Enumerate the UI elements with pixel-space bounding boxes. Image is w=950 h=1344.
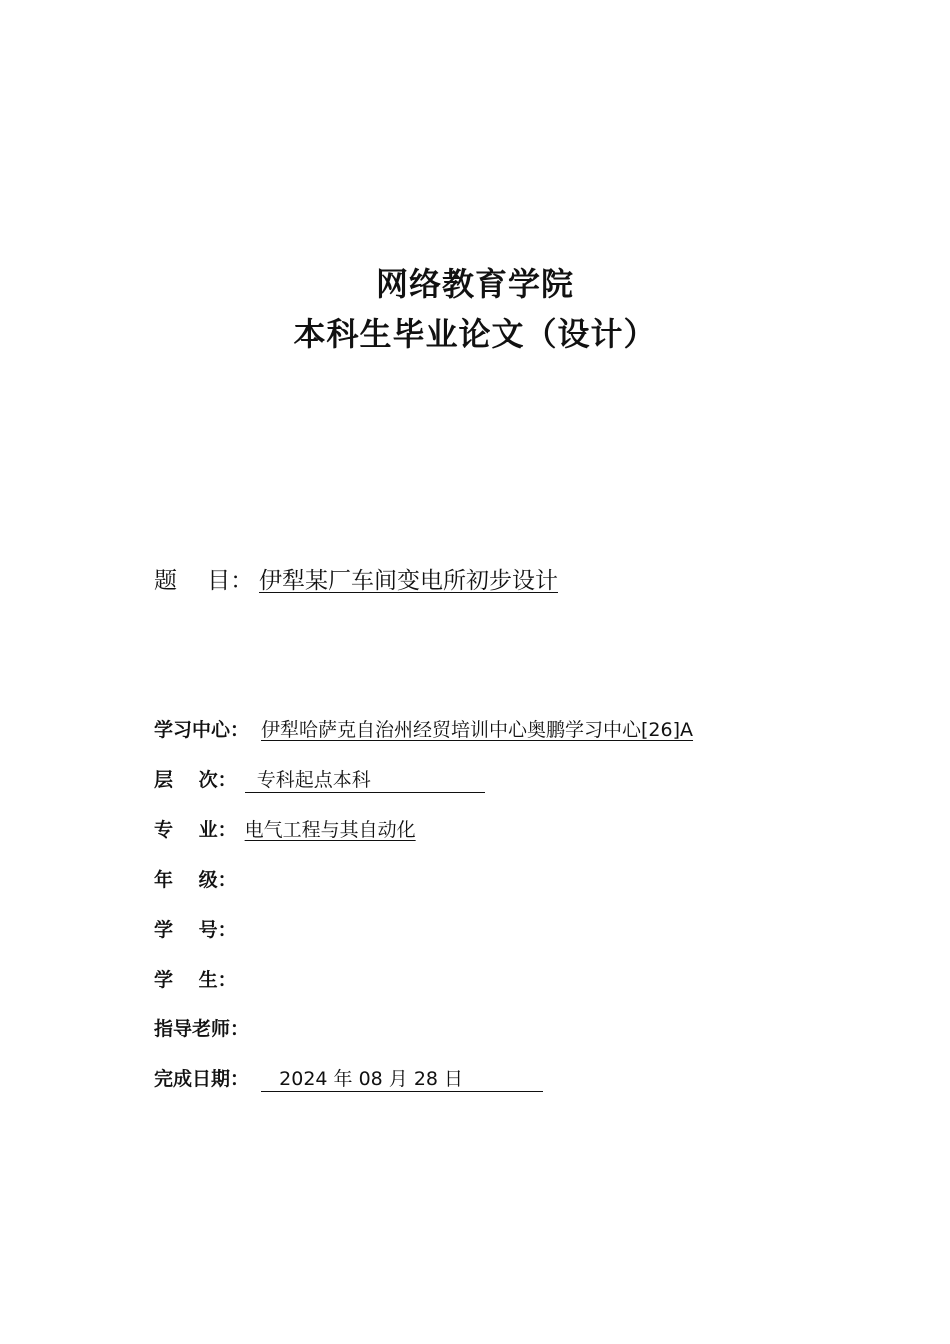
document-title: 本科生毕业论文（设计）: [293, 315, 657, 353]
student-label: 学 生：: [154, 969, 237, 991]
student-id-label: 学 号：: [154, 919, 237, 941]
field-row-student: [154, 966, 237, 994]
level-value: 专科起点本科: [256, 769, 371, 791]
center-value: 伊犁哈萨克自治州经贸培训中心奥鹏学习中心[26]A: [261, 719, 694, 741]
topic-value: 伊犁某厂车间变电所初步设计: [259, 568, 558, 594]
date-label: 完成日期：: [154, 1068, 250, 1090]
major-value: 电气工程与其自动化: [244, 819, 416, 841]
field-row-student-id: [154, 916, 237, 944]
field-row-level: [154, 766, 485, 794]
field-row-center: [154, 716, 693, 744]
institution-title: 网络教育学院: [375, 265, 574, 303]
level-value-line: [245, 768, 485, 793]
topic-label: 题 目：: [154, 568, 254, 594]
field-row-major: [154, 816, 416, 844]
field-row-grade: [154, 866, 237, 894]
field-row-advisor: [154, 1015, 249, 1043]
topic-row: [154, 564, 558, 598]
center-label: 学习中心：: [154, 719, 250, 741]
major-label: 专 业：: [154, 819, 237, 841]
level-label: 层 次：: [154, 769, 237, 791]
date-value: 2024 年 08 月 28 日: [279, 1068, 464, 1090]
date-value-line: [261, 1067, 543, 1092]
grade-label: 年 级：: [154, 869, 237, 891]
field-row-date: [154, 1065, 543, 1093]
advisor-label: 指导老师：: [154, 1018, 250, 1040]
